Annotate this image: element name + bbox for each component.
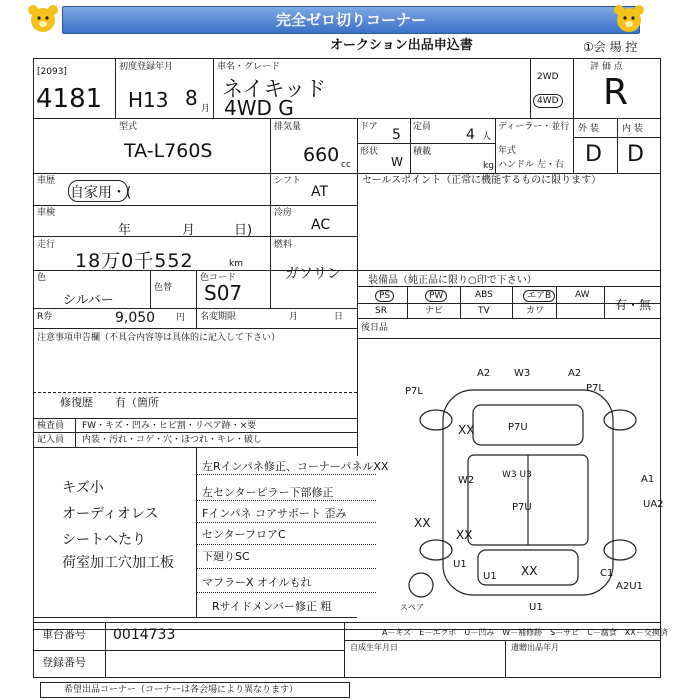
equipment-pw: PW <box>425 290 447 302</box>
bear-mascot-left-icon <box>26 2 60 36</box>
diagram-mark-3: W3 <box>514 368 531 379</box>
equipment-airbag: エアB <box>523 290 555 302</box>
color-swap-label: 色替 <box>154 283 173 293</box>
recycle-unit: 円 <box>176 313 186 323</box>
inspector-note-2: オーディオレス <box>62 506 159 522</box>
capacity-label: 定員 <box>413 122 432 132</box>
inspection-label: 車検 <box>37 208 56 218</box>
capacity-value: 4 <box>466 127 475 143</box>
equipment-label: 装備品（純正品に限り○印で下さい） <box>368 275 537 286</box>
mileage-value: 18万0千552 <box>75 250 194 272</box>
repair-history-label: 修復歴 <box>60 396 93 409</box>
checks-row-exterior: FW・キズ・凹み・ヒビ割・リペア跡・×要 <box>82 421 257 431</box>
cooling-value: AC <box>311 217 331 233</box>
registration-year: H13 <box>128 88 169 112</box>
model-value: TA-L760S <box>124 140 213 162</box>
damage-note-6: マフラーX オイルもれ <box>202 576 312 589</box>
sales-point-label: セールスポイント（正常に機能するものに限ります） <box>362 175 602 186</box>
diagram-mark-20: U1 <box>529 602 543 613</box>
inspection-month: 月 <box>182 223 196 238</box>
bear-mascot-right-icon <box>612 2 646 36</box>
inspector-note-3: シートへたり <box>62 532 146 548</box>
doors-label: ドア <box>360 122 378 132</box>
color-code-value: S07 <box>204 281 243 305</box>
car-name: ネイキッド <box>222 77 327 101</box>
equipment-sr: SR <box>375 306 387 316</box>
diagram-mark-9: W3 U3 <box>502 470 532 480</box>
damage-note-2: 左センターピラー下部修正 <box>202 486 334 499</box>
equipment-aw: AW <box>575 290 590 300</box>
diagram-mark-4: A2 <box>568 368 582 379</box>
load-unit: kg <box>483 161 494 171</box>
auction-title: オークション出品申込書 <box>330 38 473 53</box>
history-value: 自家用・( <box>70 185 132 201</box>
footer-col2-label: 遺贈出品年月 <box>511 643 559 652</box>
body-shape-label: 形状 <box>360 147 379 157</box>
diagram-mark-13: XX <box>414 516 431 530</box>
history-label: 車歴 <box>37 176 56 186</box>
lot-number: 4181 <box>36 84 103 114</box>
history-circle-mark <box>68 180 128 202</box>
mileage-label: 走行 <box>37 240 56 250</box>
inspection-day: 日) <box>234 223 253 238</box>
diagram-mark-6: XX <box>458 423 475 437</box>
checks-row-interior: 内装・汚れ・コゲ・穴・ほつれ・キレ・破し <box>82 435 262 445</box>
chassis-number: 0014733 <box>113 627 176 643</box>
diagram-mark-12: UA2 <box>643 499 664 510</box>
diagram-mark-18: A2U1 <box>616 581 643 592</box>
corner-banner: 完全ゼロ切りコーナー <box>62 6 640 34</box>
registration-label: 初度登録年月 <box>119 62 174 72</box>
color-label: 色 <box>37 273 47 283</box>
diagram-mark-14: XX <box>456 528 473 542</box>
car-name-label: 車名・グレード <box>217 62 281 72</box>
shift-label: シフト <box>274 176 302 186</box>
venue-copy-label: ①会 場 控 <box>583 40 638 54</box>
model-label: 型式 <box>119 122 138 132</box>
damage-note-7: Rサイドメンバー修正 粗 <box>212 600 332 613</box>
color-code-label: 色コード <box>200 273 237 283</box>
exterior-grade: D <box>585 142 602 167</box>
chassis-label: 車台番号 <box>42 628 86 641</box>
damage-note-3: Fインパネ コアサポート 歪み <box>202 507 347 520</box>
registration-month: 8 <box>185 86 198 110</box>
plate-label: 登録番号 <box>42 656 86 669</box>
notes-label: 注意事項申告欄（不具合内容等は具体的に記入して下さい） <box>37 333 281 343</box>
desired-corner-label: 希望出品コーナー（コーナーは各会場により異なります） <box>64 685 299 695</box>
diagram-mark-17: C1 <box>600 568 614 579</box>
rating-label: 評 価 点 <box>590 62 623 72</box>
cooling-label: 冷房 <box>274 208 293 218</box>
equipment-yes-no: 有・無 <box>615 298 652 312</box>
name-change-month: 月 <box>289 312 299 322</box>
load-label: 積載 <box>413 147 432 157</box>
dealer-label: ディーラー・並行 <box>498 122 570 132</box>
name-change-label: 名変期限 <box>200 312 237 322</box>
body-shape-value: W <box>391 155 403 169</box>
post-install-label: 後日品 <box>361 323 389 333</box>
model-year-label: 年式 <box>498 146 517 156</box>
drive-2wd: 2WD <box>537 72 559 82</box>
lot-code: [2093] <box>37 67 67 77</box>
diagram-mark-5: P7L <box>586 383 604 394</box>
fuel-label: 燃料 <box>274 240 293 250</box>
repair-history-value: 有（箇所 <box>115 396 159 409</box>
rating-value: R <box>603 72 629 113</box>
interior-label: 内 装 <box>622 124 643 134</box>
capacity-unit: 人 <box>482 132 492 142</box>
shift-value: AT <box>311 184 329 200</box>
displacement-label: 排気量 <box>274 122 302 132</box>
name-change-day: 日 <box>334 312 344 322</box>
writer-label: 記入員 <box>37 435 65 445</box>
registration-month-unit: 月 <box>201 104 211 114</box>
damage-note-1: 左Rインパネ修正、コーナーパネルXX <box>202 460 389 473</box>
mileage-unit: km <box>229 259 243 269</box>
diagram-mark-15: U1 <box>483 571 497 582</box>
inspection-year: 年 <box>118 223 132 238</box>
footer-col1-label: 自成生年月日 <box>350 643 398 652</box>
diagram-mark-11: A1 <box>641 474 655 485</box>
displacement-unit: cc <box>341 160 351 170</box>
recycle-label: R券 <box>37 312 53 322</box>
equipment-navi: ナビ <box>425 306 444 316</box>
diagram-mark-21: U1 <box>453 559 467 570</box>
equipment-kawa: カワ <box>526 306 545 316</box>
damage-legend: A－キズ E－エクボ U－凹み W－補修跡 S－サビ C－腐食 XX－交換済 <box>382 628 668 637</box>
car-grade: 4WD G <box>224 96 294 120</box>
inspector-label: 検査員 <box>37 421 65 431</box>
inspector-note-1: キズ小 <box>62 480 104 496</box>
drive-4wd-circled: 4WD <box>533 94 563 108</box>
diagram-mark-8: W2 <box>458 475 475 486</box>
displacement-value: 660 <box>303 144 340 166</box>
diagram-mark-1: P7L <box>405 386 423 397</box>
inspector-note-4: 荷室加工穴加工板 <box>62 555 174 571</box>
doors-value: 5 <box>392 127 401 143</box>
diagram-mark-10: P7U <box>512 502 532 513</box>
diagram-mark-19: スペア <box>400 603 424 612</box>
recycle-value: 9,050 <box>115 310 156 326</box>
color-value: シルバー <box>63 293 114 308</box>
equipment-abs: ABS <box>475 290 493 300</box>
damage-note-5: 下廻りSC <box>202 550 250 563</box>
damage-note-4: センターフロアC <box>202 528 286 541</box>
interior-grade: D <box>627 142 644 167</box>
diagram-mark-7: P7U <box>508 422 528 433</box>
diagram-mark-16: XX <box>521 564 538 578</box>
equipment-tv: TV <box>478 306 490 316</box>
handle-label: ハンドル 左・右 <box>498 160 564 170</box>
diagram-mark-2: A2 <box>477 368 491 379</box>
fuel-value: ガソリン <box>285 266 341 282</box>
equipment-ps: PS <box>375 290 394 302</box>
exterior-label: 外 装 <box>578 124 599 134</box>
